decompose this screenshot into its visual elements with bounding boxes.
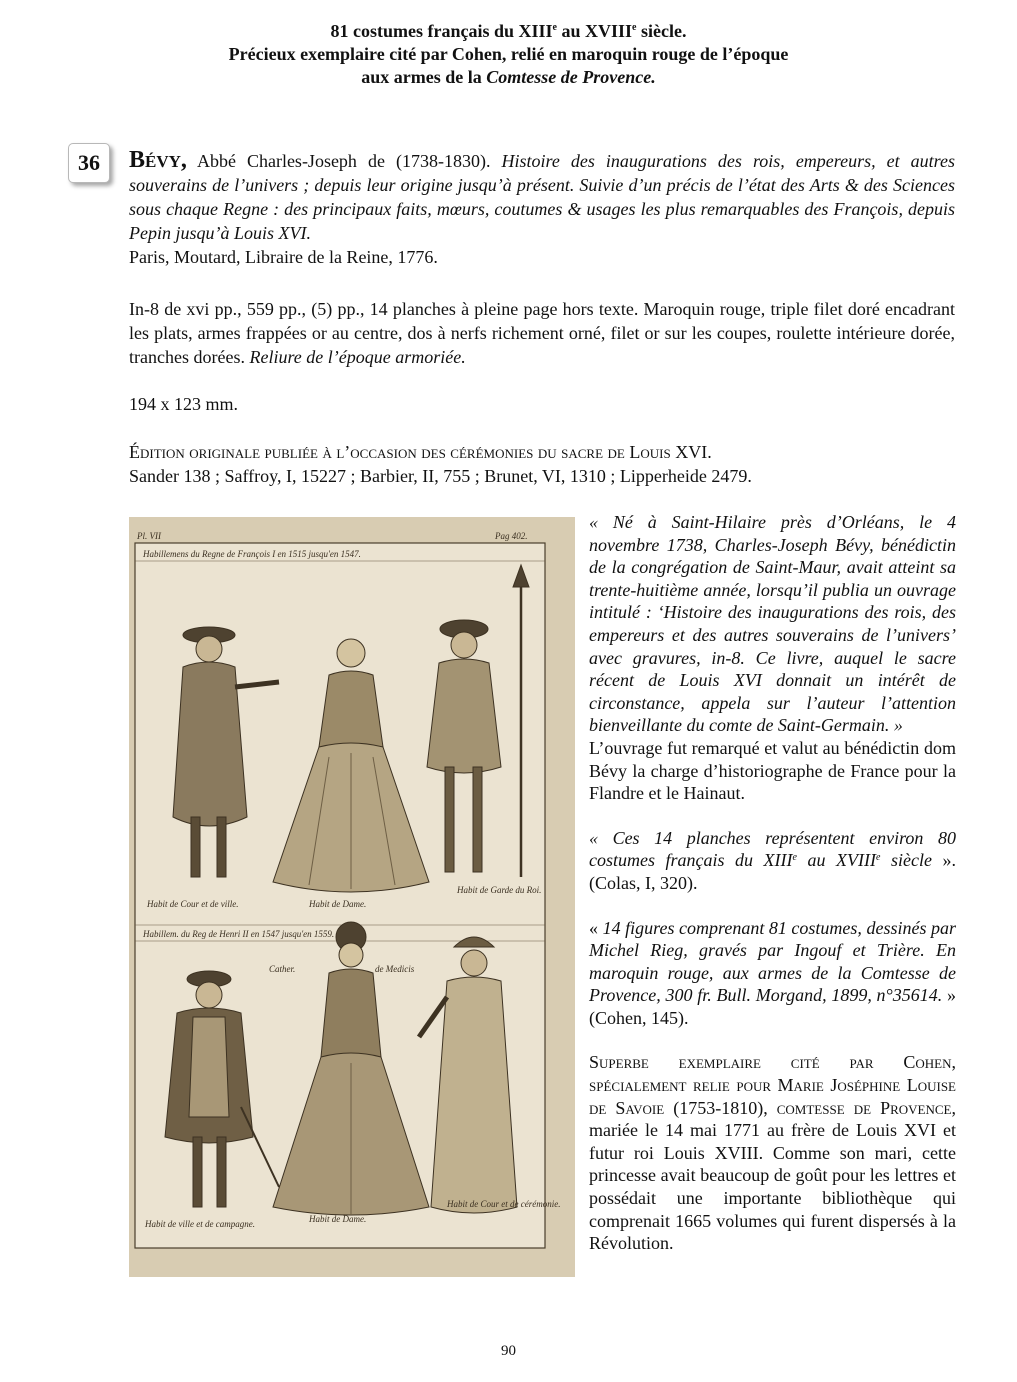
- plate-top-heading: Habillemens du Regne de François I en 1515 jusqu'en 1547.: [143, 549, 361, 559]
- bibliographic-references: Sander 138 ; Saffroy, I, 15227 ; Barbier, II, 755 ; Brunet, VI, 1310 ; Lipperheide 2479.: [129, 466, 752, 486]
- caption-bottom-2: Habit de Dame.: [309, 1214, 367, 1224]
- lot-references: [129, 440, 955, 488]
- caption-bottom-3: Habit de Cour et de cérémonie.: [447, 1199, 561, 1209]
- page-header: [0, 20, 1017, 89]
- lot-number-badge: 36: [68, 143, 110, 183]
- name-medicis: de Medicis: [375, 964, 415, 974]
- lot-description: In-8 de xvi pp., 559 pp., (5) pp., 14 planches à pleine page hors texte. Maroquin rouge, triple filet doré encadrant les plats, armes frappées or au centre, dos à nerfs richement orné, filet or sur les coupes, roulette intérieure dorée, tranches dorées. Reliure de l’époque armoriée.: [129, 299, 955, 367]
- book-title: Histoire des inaugurations des rois, empereurs, et autres souverains de l’univers ; depuis leur origine jusqu’à présent. Suivie d’un précis de l’état des Arts & des Sciences sous chaque Regne : des principaux faits, mœurs, coutumes & usages les plus remarquables des François, depuis Pepin jusqu’à Louis XVI.: [129, 151, 956, 243]
- caption-top-1: Habit de Cour et de ville.: [147, 899, 239, 909]
- edition-note: Édition originale publiée à l’occasion des cérémonies du sacre de Louis XVI.: [129, 442, 712, 462]
- header-line-2: Précieux exemplaire cité par Cohen, relié en maroquin rouge de l’époque: [228, 44, 789, 64]
- quote-cohen: « 14 figures comprenant 81 costumes, dessinés par Michel Rieg, gravés par Ingouf et Trière. En maroquin rouge, aux armes de la Comtesse de Provence, 300 fr. Bull. Morgand, 1899, n°35614. » (Cohen, 145).: [589, 917, 957, 1028]
- lot-title-block: Bévy, Abbé Charles-Joseph de (1738-1830). Histoire des inaugurations des rois, empereurs, et autres souverains de l’univers ; depuis leur origine jusqu’à présent. Suivie d’un précis de l’état des Arts & des Sciences sous chaque Regne : des principaux faits, mœurs, coutumes & usages les plus remarquables des François, depuis Pepin jusqu’à Louis XVI. Paris, Moutard, Libraire de la Reine, 1776.: [129, 147, 956, 267]
- imprint: Paris, Moutard, Libraire de la Reine, 1776.: [129, 247, 438, 267]
- quote-colas: « Ces 14 planches représentent environ 80 costumes français du XIIIe au XVIIIe siècle ». (Colas, I, 320).: [589, 827, 957, 893]
- engraving-plate-image: [129, 517, 575, 1277]
- commentary-column: [589, 511, 956, 1255]
- plate-page-ref: Pag 402.: [495, 531, 528, 541]
- provenance-note: Superbe exemplaire cité par Cohen, spécialement relie pour Marie Joséphine Louise de Savoie (1753-1810), comtesse de Provence, mariée le 14 mai 1771 au frère de Louis XVI et futur roi Louis XVIII. Comme son mari, cette princesse avait beaucoup de goût pour les lettres et possédait une importante bibliothèque qui comprenait 1665 volumes qui furent dispersés à la Révolution.: [589, 1052, 956, 1254]
- name-cather: Cather.: [269, 964, 296, 974]
- header-line-1: 81 costumes français du XIIIe au XVIIIe siècle.: [330, 21, 687, 41]
- caption-bottom-1: Habit de ville et de campagne.: [145, 1219, 255, 1229]
- plate-bottom-heading: Habillem. du Reg de Henri II en 1547 jusqu'en 1559.: [143, 929, 335, 939]
- caption-top-2: Habit de Dame.: [309, 899, 367, 909]
- author-name: Bévy,: [129, 147, 187, 173]
- note-historiographe: L’ouvrage fut remarqué et valut au bénédictin dom Bévy la charge d’historiographe de France pour la Flandre et le Hainaut.: [589, 737, 956, 804]
- page-number: 90: [501, 1343, 516, 1359]
- plate-number: Pl. VII: [137, 531, 161, 541]
- quote-bevy-biography: « Né à Saint-Hilaire près d’Orléans, le 4 novembre 1738, Charles-Joseph Bévy, bénédictin de la congrégation de Saint-Maur, avait atteint sa trente-huitième année, lorsqu’il publia un ouvrage intitulé : ‘Histoire des inaugurations des rois, des empereurs et des autres souverains de l’univers’ avec gravures, in-8. Ce livre, auquel le sacre récent de Louis XVI donnait un intérêt de circonstance, appela sur l’auteur l’attention bienveillante du comte de Saint-Germain. »: [589, 512, 956, 736]
- lot-dimensions: 194 x 123 mm.: [129, 394, 239, 414]
- header-line-3: aux armes de la Comtesse de Provence.: [361, 67, 656, 87]
- caption-top-3: Habit de Garde du Roi.: [457, 885, 542, 895]
